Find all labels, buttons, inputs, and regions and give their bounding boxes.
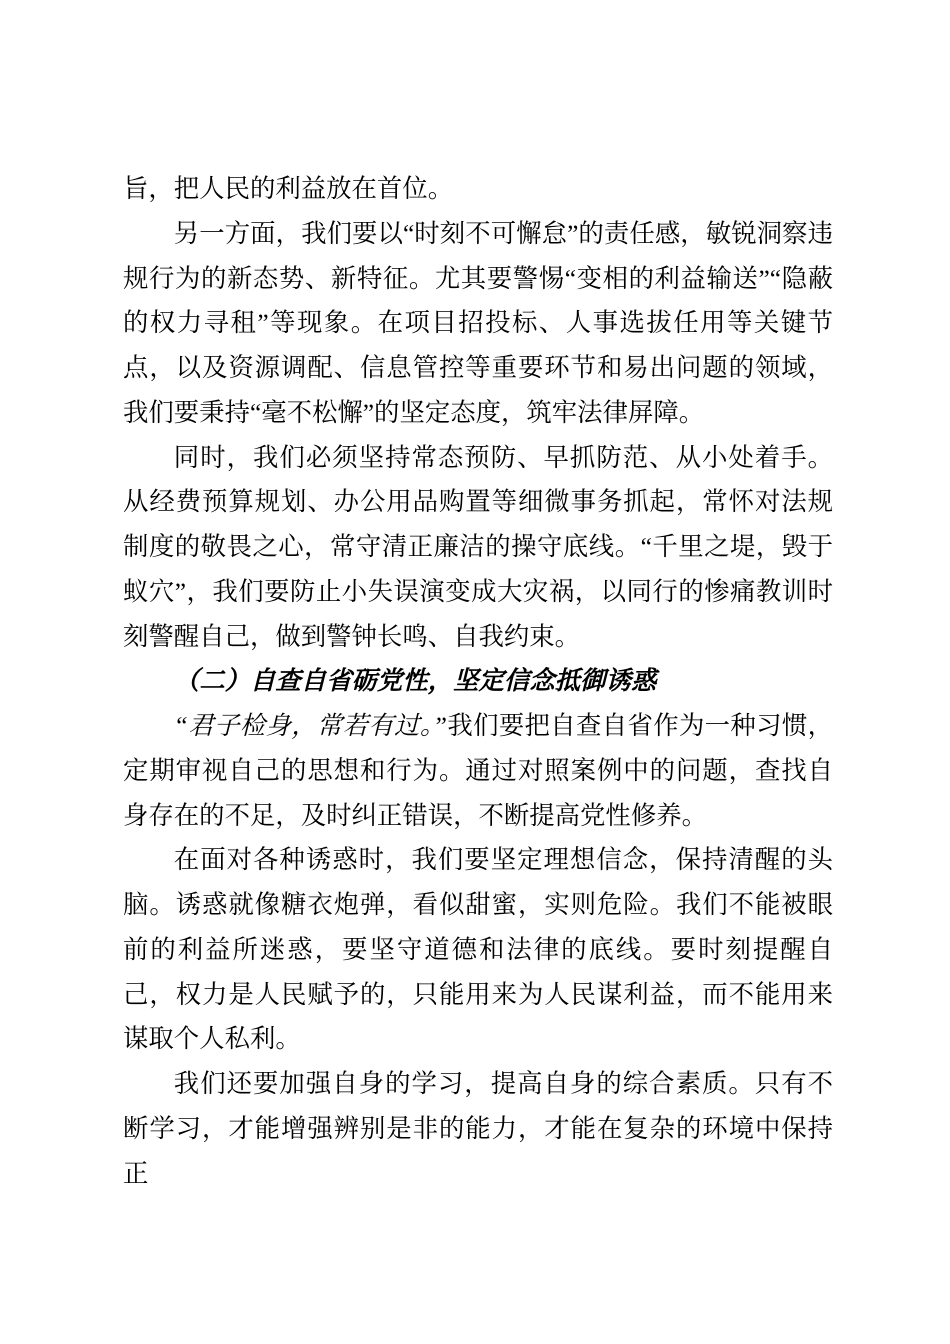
paragraph: 同时，我们必须坚持常态预防、早抓防范、从小处着手。从经费预算规划、办公用品购置等细微事务抓起，常怀对法规制度的敬畏之心，常守清正廉洁的操守底线。“千里之堤，毁于蚁穴”，我们要防止小失误演变成大灾祸，以同行的惨痛教训时刻警醒自己，做到警钟长鸣、自我约束。 <box>123 443 833 651</box>
section-heading: （二）自查自省砺党性，坚定信念抵御诱惑 <box>173 667 657 696</box>
quoted-aphorism: “君子检身，常若有过。” <box>173 712 448 740</box>
paragraph-continuation: 旨，把人民的利益放在首位。 <box>123 175 454 203</box>
paragraph: 另一方面，我们要以“时刻不可懈怠”的责任感，敏锐洞察违规行为的新态势、新特征。尤其要警惕“变相的利益输送”“隐蔽的权力寻租”等现象。在项目招投标、人事选拔任用等关键节点，以及资源调配、信息管控等重要环节和易出问题的领域，我们要秉持“毫不松懈”的坚定态度，筑牢法律屏障。 <box>123 219 833 427</box>
document-text-block <box>123 167 833 1196</box>
paragraph <box>123 704 833 838</box>
paragraph: 我们还要加强自身的学习，提高自身的综合素质。只有不断学习，才能增强辨别是非的能力，才能在复杂的环境中保持正 <box>123 1070 833 1188</box>
paragraph-text: 我们要把自查自省作为一种习惯，定期审视自己的思想和行为。通过对照案例中的问题，查找自身存在的不足，及时纠正错误，不断提高党性修养。 <box>123 712 834 830</box>
paragraph: 在面对各种诱惑时，我们要坚定理想信念，保持清醒的头脑。诱惑就像糖衣炮弹，看似甜蜜，实则危险。我们不能被眼前的利益所迷惑，要坚守道德和法律的底线。要时刻提醒自己，权力是人民赋予的，只能用来为人民谋利益，而不能用来谋取个人私利。 <box>123 846 833 1054</box>
